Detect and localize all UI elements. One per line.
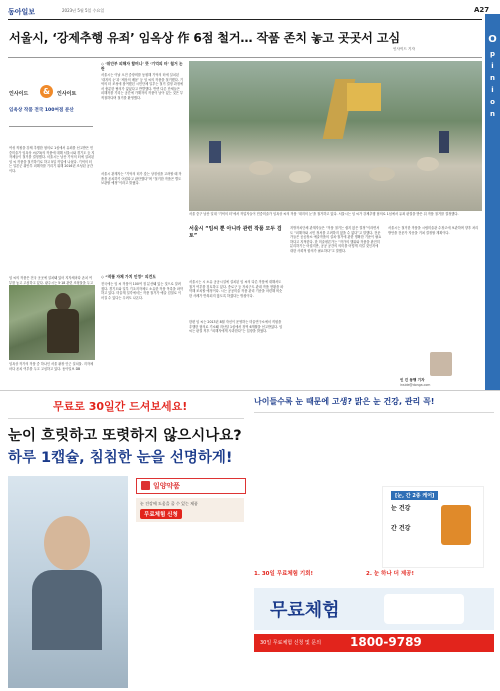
ad-rule-2 (254, 412, 494, 413)
ad-right-title: 나이들수록 눈 때문에 고생? 맑은 눈 건강, 관리 꼭! (254, 397, 435, 406)
inside-insight-box (9, 88, 93, 126)
ad-product-box (382, 486, 484, 568)
ad-free-trial-panel (254, 588, 494, 630)
column-5-text: 서울시는 철거한 작품을 시립미술관 수장고에 보관하며 향후 처리 방안을 전문가 자문을 거쳐 결정할 계획이다. (388, 226, 480, 235)
statue-photo (9, 285, 95, 360)
ad-brand-note: 눈 건강에 도움을 줄 수 있는 제품 (140, 501, 198, 506)
excavator-cab-shape (347, 83, 381, 111)
headline-rule (8, 57, 482, 58)
opinion-section-bar (485, 14, 500, 390)
page-number: A27 (474, 6, 490, 14)
worker-1-shape (209, 141, 221, 163)
stone-3-shape (369, 167, 395, 181)
inside-label: 인사이드 (9, 91, 29, 97)
opinion-letter-i2: i (491, 86, 494, 94)
column-2-text-3: 전국에는 임 씨 작품이 100여 점 분산돼 있는 것으로 알려졌다. 경기도와 일부 기초지자체도 소유한 작품 목록을 파악하고 있다. 미술계 일각에서는 작품 철거가 예술 검열로 이어질 수 있다는 우려도 나온다. (101, 282, 184, 300)
column-2-text-2: 서울시 관계자는 “기억의 터가 갖는 상징성을 고려할 때 작품을 존치하기 어렵다고 판단했다”며 “철거한 작품은 별도 보관할 예정”이라고 밝혔다. (101, 172, 183, 186)
ad-benefit-1: 1. 30일 무료체험 기회! (254, 571, 314, 577)
ad-banner-row (8, 396, 246, 416)
ad-shirt-shape (32, 570, 102, 650)
stone-2-shape (289, 171, 311, 183)
ad-trial-button[interactable]: 무료체험 신청 (140, 509, 182, 519)
opinion-letter-p: p (489, 50, 495, 58)
column-4-text: 지방자치단체 관계자들은 “작품 철거는 쉽지 않은 결정”이라면서도 “피해자와 시민 정서를 고려하지 않을 수 없다”고 말했다. 전문가들은 공공장소 예술작품의 설치·철거에 관한 명확한 기준이 필요하다고 지적한다. 한 미술평론가는 “작가의 행위와 작품을 완전히 분리하기는 어렵지만, 공공 공간의 의미를 어떻게 지킬 것인지에 대한 사회적 합의가 필요하다”고 말했다. (290, 226, 382, 253)
reporter-email: inside@donga.com (400, 383, 431, 387)
left-photo-caption: 임옥상 작가의 작품 중 하나인 서울 광장 인근 설치물. 지자체마다 존치 여부를 두고 고심하고 있다. 동아일보 DB (9, 362, 94, 371)
ad-point-liver: 간 건강 (391, 525, 411, 532)
product-package-shape (441, 505, 471, 545)
ad-divider (0, 390, 500, 391)
ad-phone-label: 30일 무료체험 신청 및 문의 (260, 640, 322, 646)
inside-subtitle: 임옥상 작품 전국 100여점 분산 (9, 108, 74, 113)
ampersand-badge: & (40, 85, 53, 98)
ad-free-trial-text: 무료체험 (270, 600, 340, 621)
column-3-text-2: 한편 임 씨는 2013년 8월 자신이 운영하는 미술연구소에서 직원을 추행한 혐의로 기소돼 지난달 1심에서 징역 6개월을 선고받았다. 임 씨는 판결 직후 “피해자에게 사과한다”는 입장을 밝혔다. (189, 320, 284, 334)
ad-main-line-2: 하루 1캡슐, 침침한 눈을 선명하게! (8, 450, 233, 466)
ad-face-shape (44, 516, 90, 570)
column-1-text: 여성 직원을 강제 추행한 혐의로 1심에서 유죄를 선고받은 민중미술가 임옥상 씨(73)의 작품에 대해 서울시와 경기도 등 지자체들이 철거를 결정했다. 서울시는 남산 기억의 터에 설치된 임 씨 작품을 철거하기로 하고 5일 작업에 나섰다. 기억의 터는 일본군 위안부 피해자를 기리기 위해 2016년 조성된 공간이다. (9, 146, 96, 173)
ad-brand-box (136, 478, 246, 494)
ad-phone-bar (254, 634, 494, 652)
ad-free-banner: 무료로 30일간 드셔보세요! (53, 400, 188, 413)
ad-person-photo (8, 476, 128, 688)
stone-1-shape (249, 161, 273, 175)
stone-4-shape (417, 157, 439, 171)
reporter-name: 인 킨 동행 기자 (400, 378, 425, 382)
column-3-text: 서울시는 시 소유 공공시설에 설치된 임 씨의 다른 작품에 대해서도 철거 여부를 검토하고 있다. 종로구 등 자치구도 관내 작품 현황을 파악해 조치할 예정이다. 시는 공공미술 작품 관리 기준을 마련해 비슷한 사례가 반복되지 않도록 하겠다는 방침이다. (189, 280, 284, 298)
opinion-letter-i: i (491, 62, 494, 70)
masthead-title: 동아일보 (8, 8, 36, 16)
ad-gift-box (136, 498, 244, 522)
byline: 인사이드 기자 (393, 47, 415, 51)
ad-main-line-1: 눈이 흐릿하고 또렷하지 않으시나요? (8, 428, 242, 444)
masthead-rule (8, 19, 482, 20)
main-photo-caption: 서울 중구 남산 일대 ‘기억의 터’에서 작업자들이 민중미술가 임옥상 씨의 작품 ‘대지의 눈’을 철거하고 있다. 서울시는 임 씨가 강제추행 혐의로 1심에서 유죄 판결을 받은 뒤 작품 철거를 결정했다. (189, 212, 459, 216)
ad-benefit-2: 2. 눈 하나 더 제공! (366, 571, 414, 577)
opinion-letter-o2: o (490, 98, 495, 106)
headline: 서울시, ‘강제추행 유죄’ 임옥상 作 6점 철거… 작품 존치 놓고 곳곳서 고심 (9, 31, 400, 45)
insight-label: 인사이트 (57, 91, 77, 97)
brand-logo-icon (141, 481, 150, 490)
worker-2-shape (439, 131, 449, 153)
opinion-letter-n: n (490, 74, 495, 82)
ad-product-image (384, 594, 464, 624)
inside-rule (9, 126, 93, 127)
ad-phone-number[interactable]: 1800-9789 (350, 635, 422, 649)
main-photo (189, 61, 482, 211)
column-2-subhead: ◇ ‘위안부 피해자 할머니’ 뜻 ‘기억의 터’ 철거 논란 (101, 61, 183, 71)
opinion-letter-n2: n (490, 110, 495, 118)
opinion-letter-o: O (488, 34, 497, 45)
ad-rule-1 (8, 418, 244, 419)
reporter-avatar (430, 352, 452, 376)
ad-point-eye: 눈 건강 (391, 505, 411, 512)
column-3-subhead: 서울시 “임씨 뿐 아니라 관련 작품 모두 검토” (189, 226, 282, 239)
masthead-date: 2023년 5월 5일 수요일 (62, 8, 105, 13)
ad-point-tag: [눈, 간 2종 케어] (391, 491, 438, 500)
ad-benefits-row (254, 566, 494, 584)
column-1-text-2: 임 씨의 작품은 전국 곳곳에 설치돼 있어 지자체마다 존치 여부를 놓고 고심하고 있다. 광주시는 5·18 관련 조형물을 두고 (9, 276, 93, 285)
column-2-text: 서울시는 이날 오전 중장비를 동원해 기억의 터에 설치된 ‘대지의 눈’과 ‘세상의 배꼽’ 등 임 씨의 작품을 철거했다. 기억의 터 조성에 참여했던 시민단체 일부는 철거 결정 과정에서 충분한 협의가 없었다고 반발했다. 반면 다른 단체들은 피해자를 기리는 공간에 가해자의 작품이 남아 있는 것은 부적절하다며 철거를 환영했다. (101, 73, 184, 100)
column-2-subhead-2: ◇ “작품 자체 가치 인정” 의견도 (101, 274, 156, 279)
ad-brand-name: 일양약품 (153, 482, 181, 490)
ad-body-text (136, 530, 244, 686)
statue-body-shape (47, 309, 79, 353)
